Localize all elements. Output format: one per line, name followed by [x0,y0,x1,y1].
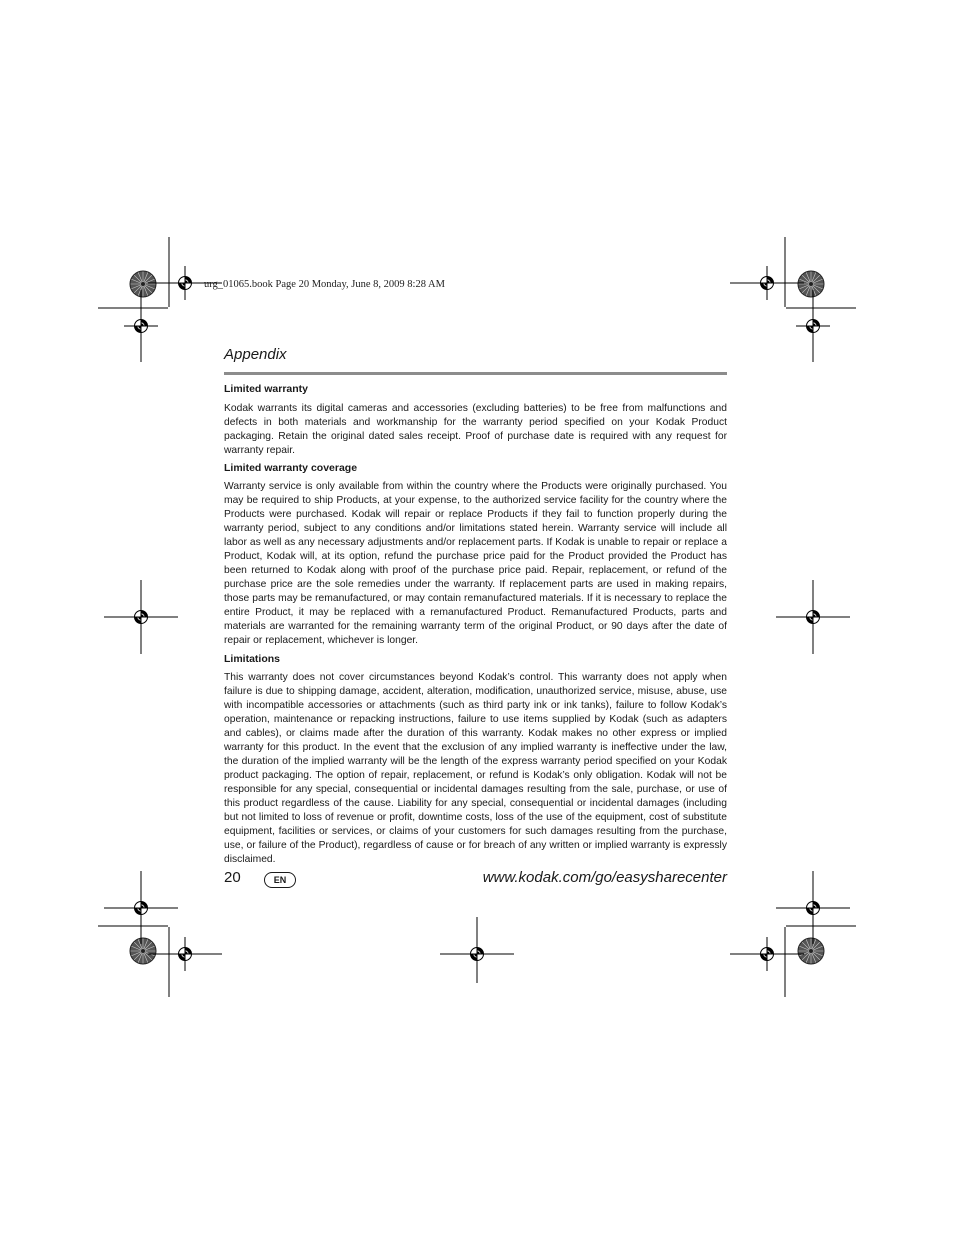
color-wheel-icon [798,938,824,964]
heading-limited-warranty-coverage: Limited warranty coverage [224,462,358,474]
color-wheel-icon [130,938,156,964]
warranty-content [224,382,727,867]
paragraph-limited-warranty-coverage: Warranty service is only available from within the country where the Products were originally purchased. You may be required to ship Products, at your expense, to the authorized service facility for the country where the Products were purchased. Kodak will repair or replace Products if they fail to function properly during the warranty period, subject to any conditions and/or limitations stated herein. Warranty service will include all labor as well as any necessary adjustments and/or replacement parts. If Kodak is unable to repair or replace a Product, Kodak will, at its option, refund the purchase price paid for the Product provided the Product has been returned to Kodak along with proof of the purchase price paid. Repair, replacement, or refund of the purchase price are the sole remedies under the warranty. If replacement parts are used in making repairs, those parts may be remanufactured, or may contain remanufactured materials. If it is necessary to replace the entire Product, it may be replaced with a remanufactured Product. Remanufactured Products, parts and materials are warranted for the remaining warranty term of the original Product, or 90 days after the date of repair or replacement, whichever is longer. [224,481,727,646]
heading-limited-warranty: Limited warranty [224,383,309,395]
paragraph-limited-warranty: Kodak warrants its digital cameras and accessories (excluding batteries) to be free from malfunctions and defects in both materials and workmanship for the warranty period specified on your Kodak Product packaging. Retain the original dated sales receipt. Proof of purchase date is required with any request for warranty repair. [224,403,727,456]
paragraph-limitations: This warranty does not cover circumstances beyond Kodak’s control. This warranty does not apply when failure is due to shipping damage, accident, alteration, modification, unauthorized service, misuse, abuse, use with incompatible accessories or attachments (such as third party ink or ink tanks), failure to follow Kodak’s operation, maintenance or repacking instructions, failure to use items supplied by Kodak (such as adapters and cables), or claims made after the duration of this warranty. Kodak makes no other express or implied warranty for this product. In the event that the exclusion of any implied warranty is ineffective under the law, the duration of the implied warranty will be the length of the express warranty period specified on your Kodak product packaging. The option of repair, replacement, or refund is Kodak’s only obligation. Kodak will not be responsible for any special, consequential or incidental damages resulting from the sale, purchase, or use of this product regardless of the cause. Liability for any special, consequential or incidental damages (including but not limited to loss of revenue or profit, downtime costs, loss of the use of the equipment, cost of substitute equipment, facilities or services, or claims of your customers for such damages resulting from the purchase, use, or failure of the Product), regardless of cause or for breach of any written or implied warranty is expressly disclaimed. [224,672,727,865]
heading-limitations: Limitations [224,653,281,665]
color-wheel-icon [798,271,824,297]
print-slug-line: urg_01065.book Page 20 Monday, June 8, 2009 8:28 AM [204,279,445,290]
footer-url: www.kodak.com/go/easysharecenter [482,869,727,886]
color-wheel-icon [130,271,156,297]
header-divider [224,372,727,375]
section-title: Appendix [224,346,287,363]
language-badge: EN [264,872,296,888]
page-number: 20 [224,869,241,886]
